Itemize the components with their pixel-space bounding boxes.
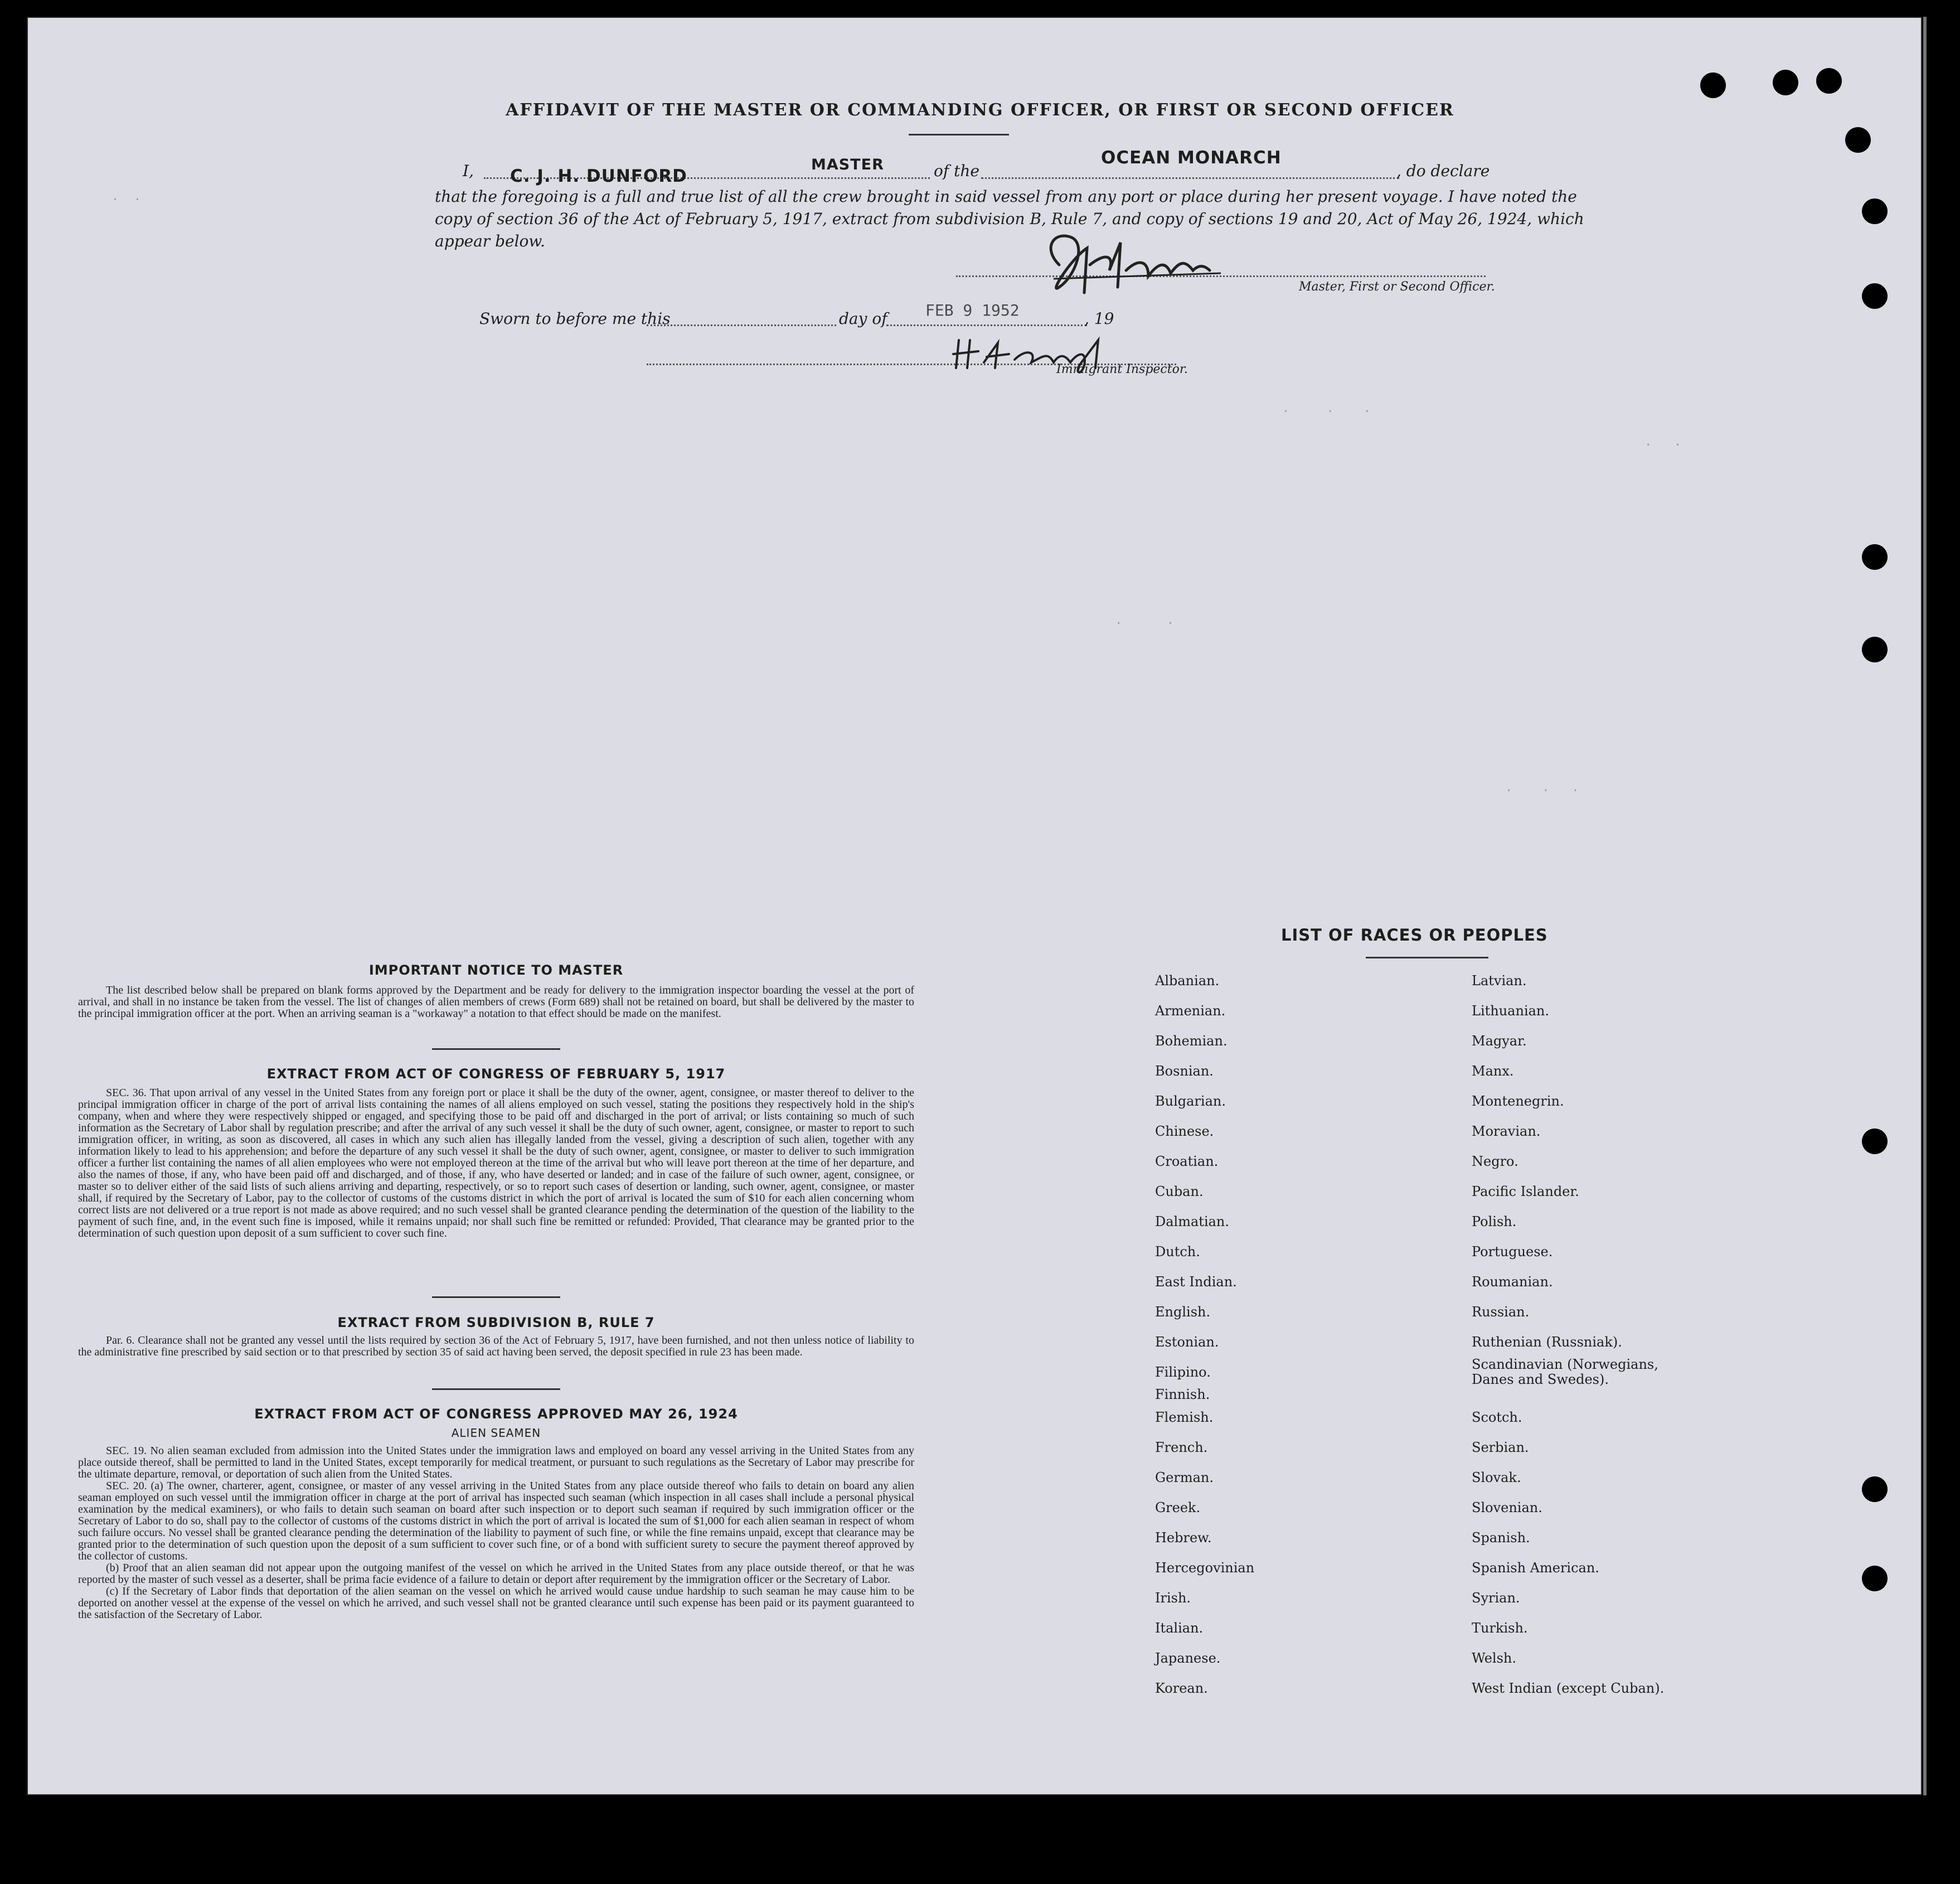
race-item: Croatian. — [1155, 1154, 1219, 1169]
race-item: Latvian. — [1472, 973, 1527, 989]
race-item: Magyar. — [1472, 1033, 1527, 1049]
affidavit-body-line3: appear below. — [435, 232, 545, 250]
race-item: Flemish. — [1155, 1410, 1214, 1425]
race-item: Chinese. — [1155, 1123, 1214, 1139]
bleed-through-marks: . . . — [1505, 781, 1579, 795]
race-item: West Indian (except Cuban). — [1472, 1680, 1665, 1696]
race-item: Lithuanian. — [1472, 1003, 1550, 1019]
race-item: Irish. — [1155, 1590, 1191, 1606]
page-edge — [1923, 17, 1927, 1795]
race-item: Welsh. — [1472, 1650, 1516, 1666]
rule7-heading: EXTRACT FROM SUBDIVISION B, RULE 7 — [337, 1315, 655, 1330]
race-item: Filipino. — [1155, 1364, 1211, 1380]
punch-hole — [1816, 68, 1842, 94]
affidavit-body-line1: that the foregoing is a full and true list of all the crew brought in said vessel from any port or place during her present voyage. I have noted the — [435, 187, 1577, 206]
race-item: Roumanian. — [1472, 1274, 1553, 1290]
section-rule — [432, 1048, 560, 1050]
rank: MASTER — [811, 156, 884, 173]
notice-text: The list described below shall be prepared on blank forms approved by the Department and be ready for delivery to the immigration inspector boarding the vessel at the port of arrival, and shall in no instance be taken from the vessel. The list of changes of alien members of crews (Form 689) shall not be retained on board, but shall be delivered by the master to the principal immigration officer at the port. When an arriving seaman is a "workaway" a notation to that effect should be made on the manifest. — [78, 984, 914, 1020]
punch-hole — [1773, 70, 1798, 95]
race-item: Spanish. — [1472, 1530, 1530, 1546]
punch-hole — [1862, 544, 1888, 570]
race-item: Scandinavian (Norwegians, Danes and Swedes). — [1472, 1357, 1658, 1387]
race-item: Manx. — [1472, 1063, 1514, 1079]
inspector-caption: Immigrant Inspector. — [1056, 362, 1188, 376]
race-item: Bosnian. — [1155, 1063, 1214, 1079]
date-stamp: FEB 9 1952 — [925, 301, 1020, 319]
race-item: Spanish American. — [1472, 1560, 1599, 1576]
section-rule — [432, 1296, 560, 1298]
year-prefix: , 19 — [1084, 309, 1114, 328]
race-item: Estonian. — [1155, 1334, 1219, 1350]
affidavit-body-line2: copy of section 36 of the Act of February 5, 1917, extract from subdivision B, Rule 7, and copy of sections 19 and 20, Act of May 26, 1924, which — [435, 210, 1584, 228]
vessel-name: OCEAN MONARCH — [1101, 148, 1282, 168]
race-item: Bulgarian. — [1155, 1093, 1226, 1109]
race-item: Italian. — [1155, 1620, 1204, 1636]
race-item: Polish. — [1472, 1214, 1517, 1229]
sec-19: SEC. 19. No alien seaman excluded from admission into the United States under the immigration laws and employed on board any vessel arriving in the United States from any place outside thereof, shall be permitted to land in the United States, except temporarily for medical treatment, or pursuant to such regulations as the Secretary of Labor may prescribe for the ultimate departure, removal, or deportation of such alien from the United States. — [78, 1445, 914, 1480]
race-item: Serbian. — [1472, 1440, 1529, 1455]
master-name: C. J. H. DUNFORD — [510, 166, 687, 186]
race-item: Finnish. — [1155, 1387, 1210, 1402]
races-rule — [1366, 957, 1488, 958]
race-item: Dutch. — [1155, 1244, 1200, 1260]
race-item: Greek. — [1155, 1500, 1201, 1515]
race-item: Syrian. — [1472, 1590, 1520, 1606]
race-item: Turkish. — [1472, 1620, 1528, 1636]
punch-hole — [1700, 72, 1726, 98]
punch-hole — [1862, 198, 1888, 224]
sec-20b: (b) Proof that an alien seaman did not appear upon the outgoing manifest of the vessel on which he arrived in the United States from any place outside thereof, or that he was reported by the master of such vessel as a deserter, shall be prima facie evidence of a failure to detain or deport after requirement by the immigration officer or the Secretary of Labor. — [78, 1562, 914, 1586]
bleed-through-marks: . . . — [1282, 401, 1371, 415]
extract-1924-text — [78, 1445, 914, 1621]
race-item: Negro. — [1472, 1154, 1518, 1169]
race-item: Hebrew. — [1155, 1530, 1212, 1546]
sworn-month-line — [886, 325, 1087, 326]
section-rule — [432, 1388, 560, 1390]
race-item: Armenian. — [1155, 1003, 1226, 1019]
rule7-text: Par. 6. Clearance shall not be granted any vessel until the lists required by section 36 of the Act of February 5, 1917, have been furnished, and not then unless notice of liability to the administrative fine prescribed by said section or to that prescribed by section 35 of said act having been served, the deposit specified in rule 23 has been made. — [78, 1334, 914, 1358]
bleed-through-marks: . . — [111, 190, 141, 204]
bleed-through-marks: . . — [1115, 613, 1174, 627]
sec-20c: (c) If the Secretary of Labor finds that deportation of the alien seaman on the vessel on which he arrived would cause undue hardship to such seaman he may cause him to be deported on another vessel at the expense of the vessel on which he arrived, and such vessel shall not be granted clearance until such expense has been paid or its payment guaranteed to the satisfaction of the Secretary of Labor. — [78, 1585, 914, 1621]
punch-hole — [1862, 1129, 1888, 1154]
do-declare-label: , do declare — [1396, 162, 1490, 180]
sworn-label: Sworn to before me this — [479, 309, 671, 328]
punch-hole — [1862, 1476, 1888, 1502]
races-right-column — [1472, 966, 1672, 1703]
race-item: Montenegrin. — [1472, 1093, 1564, 1109]
race-item: Cuban. — [1155, 1184, 1204, 1199]
race-item: Pacific Islander. — [1472, 1184, 1579, 1199]
race-item: English. — [1155, 1304, 1211, 1320]
race-item: French. — [1155, 1440, 1208, 1455]
sworn-day-line — [647, 325, 836, 326]
affidavit-prefix: I, — [463, 162, 474, 180]
race-item: Korean. — [1155, 1680, 1208, 1696]
race-item: German. — [1155, 1470, 1214, 1485]
race-item: Portuguese. — [1472, 1244, 1553, 1260]
extract-1917-text: SEC. 36. That upon arrival of any vessel in the United States from any foreign port or place it shall be the duty of the owner, agent, consignee, or master thereof to deliver to the principal immigration officer in charge of the port of arrival lists containing the names of all aliens employed on such vessel, stating the positions they respectively hold in the ship's company, when and where they were respectively shipped or engaged, and specifying those to be paid off and discharged in the port of arrival; or lists containing so much of such information as the Secretary of Labor shall by regulation prescribe; and after the arrival of any such vessel it shall be the duty of such owner, agent, consignee, or master to report to such immigration officer, in writing, as soon as discovered, all cases in which any such alien has illegally landed from the vessel, giving a description of such alien, together with any information likely to lead to his apprehension; and before the departure of any such vessel it shall be the duty of such owner, agent, consignee, or master to deliver to such immigration officer a further list containing the names of all alien employees who were not employed thereon at the time of the arrival but who will leave port thereon at the time of her departure, and also the names of those, if any, who have been paid off and discharged, and of those, if any, who have deserted or landed; and in case of the failure of such owner, agent, consignee, or master so to deliver either of the said lists of such aliens arriving and departing, respectively, or so to report such cases of desertion or landing, such owner, agent, consignee, or master shall, if required by the Secretary of Labor, pay to the collector of customs of the customs district in which the port of arrival is located the sum of $10 for each alien concerning whom correct lists are not delivered or a true report is not made as above required; and no such vessel shall be granted clearance pending the determination of the question of the liability to the payment of such fine, and, in the event such fine is imposed, while it remains unpaid; nor shall such fine be remitted or refunded: Provided, That clearance may be granted prior to the determination of such question upon deposit of a sum sufficient to cover such fine. — [78, 1087, 914, 1239]
sec-20a: SEC. 20. (a) The owner, charterer, agent, consignee, or master of any vessel arriving in the United States from any place outside thereof who fails to detain on board any alien seaman employed on such vessel until the immigration officer in charge at the port of arrival has inspected such seaman (which inspection in all cases shall include a personal physical examination by the medical examiners), or who fails to detain such seaman on board after such inspection or to deport such seaman if required by such immigration officer or the Secretary of Labor to do so, shall pay to the collector of customs of the customs district in which the port of arrival is located the sum of $1,000 for each alien seaman in respect of whom such failure occurs. No vessel shall be granted clearance pending the determination of the liability to payment of such fine, or while the fine remains unpaid, except that clearance may be granted prior to the determination of such question upon the deposit of a sum sufficient to cover such fine, or of a bond with sufficient surety to secure the payment thereof approved by the collector of customs. — [78, 1480, 914, 1562]
races-heading: LIST OF RACES OR PEOPLES — [1281, 926, 1548, 945]
punch-hole — [1862, 637, 1888, 662]
extract-1917-heading: EXTRACT FROM ACT OF CONGRESS OF FEBRUARY 5, 1917 — [266, 1066, 726, 1082]
punch-hole — [1862, 1566, 1888, 1591]
race-item: East Indian. — [1155, 1274, 1237, 1290]
of-the-label: of the — [934, 162, 979, 180]
race-item: Slovak. — [1472, 1470, 1521, 1485]
extract-1924-heading: EXTRACT FROM ACT OF CONGRESS APPROVED MAY 26, 1924 — [254, 1406, 738, 1422]
signature-caption: Master, First or Second Officer. — [1299, 280, 1495, 294]
master-signature — [1037, 226, 1271, 304]
punch-hole — [1845, 127, 1871, 153]
race-item: Dalmatian. — [1155, 1214, 1230, 1229]
races-left-column — [1155, 966, 1254, 1703]
day-of-label: day of — [839, 309, 887, 328]
race-item: Scotch. — [1472, 1410, 1522, 1425]
race-item: Ruthenian (Russniak). — [1472, 1334, 1622, 1350]
race-item: Moravian. — [1472, 1123, 1541, 1139]
affidavit-title: AFFIDAVIT OF THE MASTER OR COMMANDING OFFICER, OR FIRST OR SECOND OFFICER — [506, 100, 1454, 120]
bleed-through-marks: . . — [1644, 435, 1682, 449]
race-item: Bohemian. — [1155, 1033, 1228, 1049]
race-item: Japanese. — [1155, 1650, 1221, 1666]
race-item: Albanian. — [1155, 973, 1220, 989]
punch-hole — [1862, 283, 1888, 309]
title-rule — [909, 134, 1009, 135]
notice-heading: IMPORTANT NOTICE TO MASTER — [368, 962, 624, 978]
race-item: Russian. — [1472, 1304, 1530, 1320]
race-item: Hercegovinian — [1155, 1560, 1255, 1576]
vessel-line — [981, 177, 1399, 179]
race-item: Slovenian. — [1472, 1500, 1542, 1515]
alien-seamen-subheading: ALIEN SEAMEN — [451, 1426, 541, 1440]
